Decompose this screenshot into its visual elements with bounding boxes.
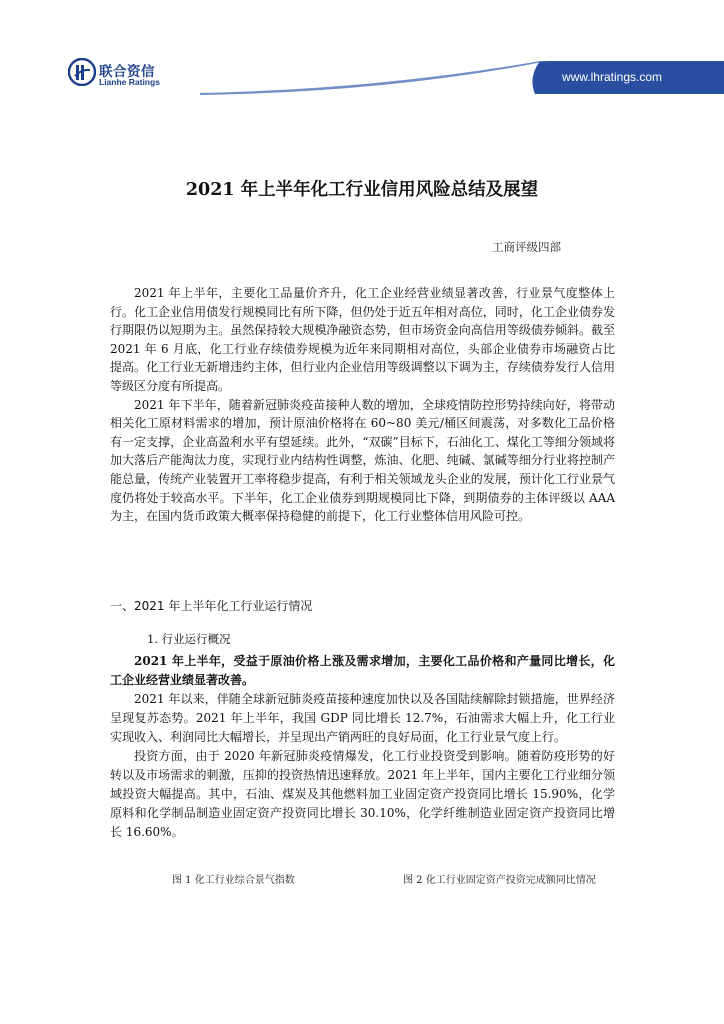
subsection-heading: 1. 行业运行概况 xyxy=(147,632,231,646)
company-logo xyxy=(68,58,168,92)
lead-paragraph: 2021 年上半年，受益于原油价格上涨及需求增加，主要化工品价格和产量同比增长，化工企业经营业绩显著改善。 xyxy=(110,654,615,687)
website-link[interactable]: www.lhratings.com xyxy=(561,70,662,84)
logo-mark-icon xyxy=(68,58,96,86)
report-title: 2021 年上半年化工行业信用风险总结及展望 xyxy=(185,180,539,200)
body-paragraph: 投资方面，由于 2020 年新冠肺炎疫情爆发，化工行业投资受到影响。随着防疫形势的好转以及市场需求的刺激，压抑的投资热情迅速释放。2021 年上半年，国内主要化工行业细分领域投资大幅提高。其中，石油、煤炭及其他燃料加工业固定资产投资同比增长 15.90%，化学原料和化学制品制造业固定资产投资同比增长 30.10%，化学纤维制造业固定资产投资同比增长 16.60%。 xyxy=(110,749,615,839)
department-name: 工商评级四部 xyxy=(492,240,561,254)
summary-paragraph: 2021 年上半年，主要化工品量价齐升，化工企业经营业绩显著改善，行业景气度整体上行。化工企业信用债发行规模同比有所下降，但仍处于近五年相对高位，同时，化工企业债券发行期限仍以短期为主。虽然保持较大规模净融资态势，但市场资金向高信用等级债券倾斜。截至 2021 年 6 月底，化工行业存续债券规模为近年来同期相对高位，头部企业债券市场融资占比提高。化工行业无新增违约主体，但行业内企业信用等级调整以下调为主，存续债券发行人信用等级区分度有所提高。 xyxy=(110,286,615,393)
body-paragraph: 2021 年以来，伴随全球新冠肺炎疫苗接种速度加快以及各国陆续解除封锁措施，世界经济呈现复苏态势。2021 年上半年，我国 GDP 同比增长 12.7%，石油需求大幅上升，化工行业实现收入、利润同比大幅增长，并呈现出产销两旺的良好局面，化工行业景气度上行。 xyxy=(110,692,615,744)
logo-chinese-name: 联合资信 xyxy=(99,64,155,80)
banner-accent xyxy=(200,61,548,95)
figure-caption-1: 图 1 化工行业综合景气指数 xyxy=(172,875,295,886)
summary-section xyxy=(110,284,615,526)
figure-caption-2: 图 2 化工行业固定资产投资完成额同比情况 xyxy=(403,875,596,886)
section-body xyxy=(110,652,615,842)
logo-english-name: Lianhe Ratings xyxy=(99,77,160,87)
summary-paragraph: 2021 年下半年，随着新冠肺炎疫苗接种人数的增加，全球疫情防控形势持续向好，将带动相关化工原材料需求的增加，预计原油价格将在 60~80 美元/桶区间震荡，对多数化工品价格有一定支撑，企业高盈利水平有望延续。此外，“双碳”目标下，石油化工、煤化工等细分领域将加大落后产能淘汰力度，实现行业内结构性调整，炼油、化肥、纯碱、氯碱等细分行业将控制产能总量，传统产业装置开工率将稳步提高，有利于相关领域龙头企业的发展，预计化工行业景气度仍将处于较高水平。下半年，化工企业债券到期规模同比下降，到期债券的主体评级以 AAA 为主，在国内货币政策大概率保持稳健的前提下，化工行业整体信用风险可控。 xyxy=(110,397,615,524)
page-header xyxy=(0,0,724,96)
section-heading: 一、2021 年上半年化工行业运行情况 xyxy=(110,599,313,613)
